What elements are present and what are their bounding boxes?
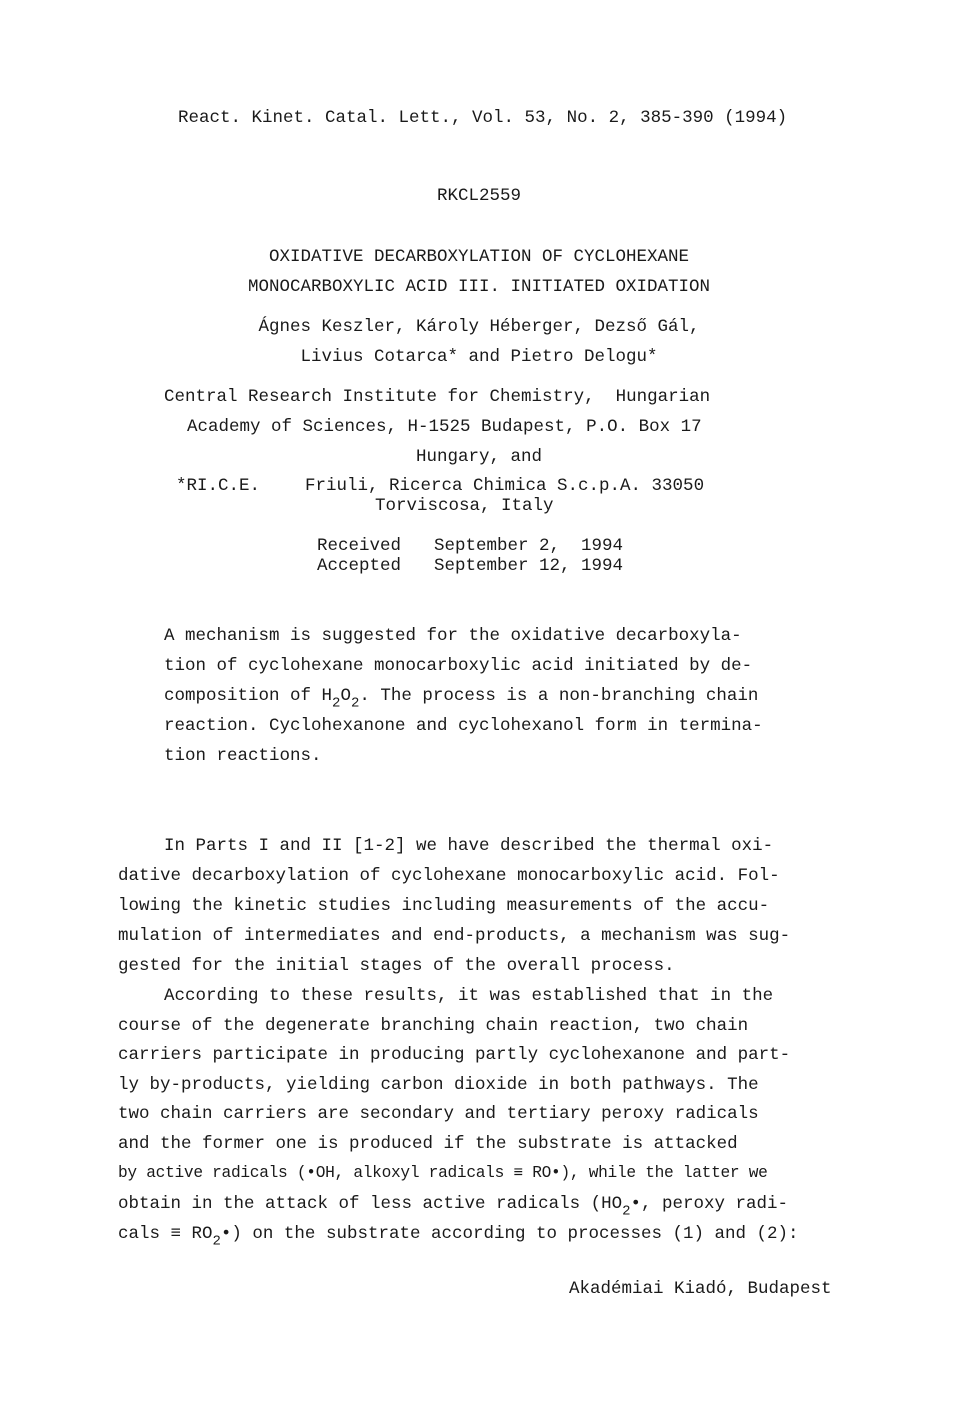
- received-date: September 2, 1994: [434, 536, 624, 556]
- authors-line-1: Ágnes Keszler, Károly Héberger, Dezső Gál,: [258, 317, 700, 337]
- accepted-date: September 12, 1994: [434, 556, 624, 576]
- body-line: by active radicals (•OH, alkoxyl radicals ≡ RO•), while the latter we: [118, 1164, 768, 1182]
- body-line: cals ≡ $RO_2•$) on the substrate according to processes (1) and (2):: [118, 1224, 799, 1250]
- abstract-line: composition of $H_2O_2$. The process is a non-branching chain: [164, 686, 759, 712]
- affiliation-line-1: Central Research Institute for Chemistry, Hungarian: [164, 387, 711, 407]
- body-line: ly by-products, yielding carbon dioxide in both pathways. The: [118, 1075, 759, 1095]
- body-line: carriers participate in producing partly cyclohexanone and part-: [118, 1045, 791, 1065]
- affiliation-line-5: Torviscosa, Italy: [375, 496, 554, 516]
- authors-line-2: Livius Cotarca* and Pietro Delogu*: [300, 347, 658, 367]
- affiliation-line-2: Academy of Sciences, H-1525 Budapest, P.O. Box 17: [187, 417, 702, 437]
- affiliation-line-4: Friuli, Ricerca Chimica S.c.p.A. 33050: [305, 476, 705, 496]
- body-line: In Parts I and II [1-2] we have described the thermal oxi-: [164, 836, 774, 856]
- received-label: Received: [317, 536, 402, 556]
- publisher-footer: Akadémiai Kiadó, Budapest: [569, 1279, 832, 1299]
- body-line: lowing the kinetic studies including measurements of the accu-: [118, 896, 770, 916]
- journal-citation: React. Kinet. Catal. Lett., Vol. 53, No. 2, 385-390 (1994): [178, 108, 788, 128]
- body-line: and the former one is produced if the substrate is attacked: [118, 1134, 738, 1154]
- abstract-line: A mechanism is suggested for the oxidative decarboxyla-: [164, 626, 742, 646]
- body-line: obtain in the attack of less active radicals ($HO_2•$, peroxy radi-: [118, 1194, 789, 1220]
- affiliation-line-3: Hungary, and: [415, 447, 543, 467]
- abstract-line: tion reactions.: [164, 746, 322, 766]
- body-line: two chain carriers are secondary and tertiary peroxy radicals: [118, 1104, 759, 1124]
- body-line: course of the degenerate branching chain reaction, two chain: [118, 1016, 749, 1036]
- body-line: dative decarboxylation of cyclohexane monocarboxylic acid. Fol-: [118, 866, 780, 886]
- body-line: According to these results, it was established that in the: [164, 986, 774, 1006]
- abstract-line: tion of cyclohexane monocarboxylic acid initiated by de-: [164, 656, 753, 676]
- abstract-line: reaction. Cyclohexanone and cyclohexanol form in termina-: [164, 716, 763, 736]
- article-code: RKCL2559: [436, 186, 521, 206]
- affiliation-line-4-marker: *RI.C.E.: [176, 476, 261, 496]
- title-line-1: OXIDATIVE DECARBOXYLATION OF CYCLOHEXANE: [268, 247, 690, 267]
- body-line: gested for the initial stages of the overall process.: [118, 956, 675, 976]
- body-line: mulation of intermediates and end-products, a mechanism was sug-: [118, 926, 791, 946]
- title-line-2: MONOCARBOXYLIC ACID III. INITIATED OXIDATION: [247, 277, 711, 297]
- accepted-label: Accepted: [317, 556, 402, 576]
